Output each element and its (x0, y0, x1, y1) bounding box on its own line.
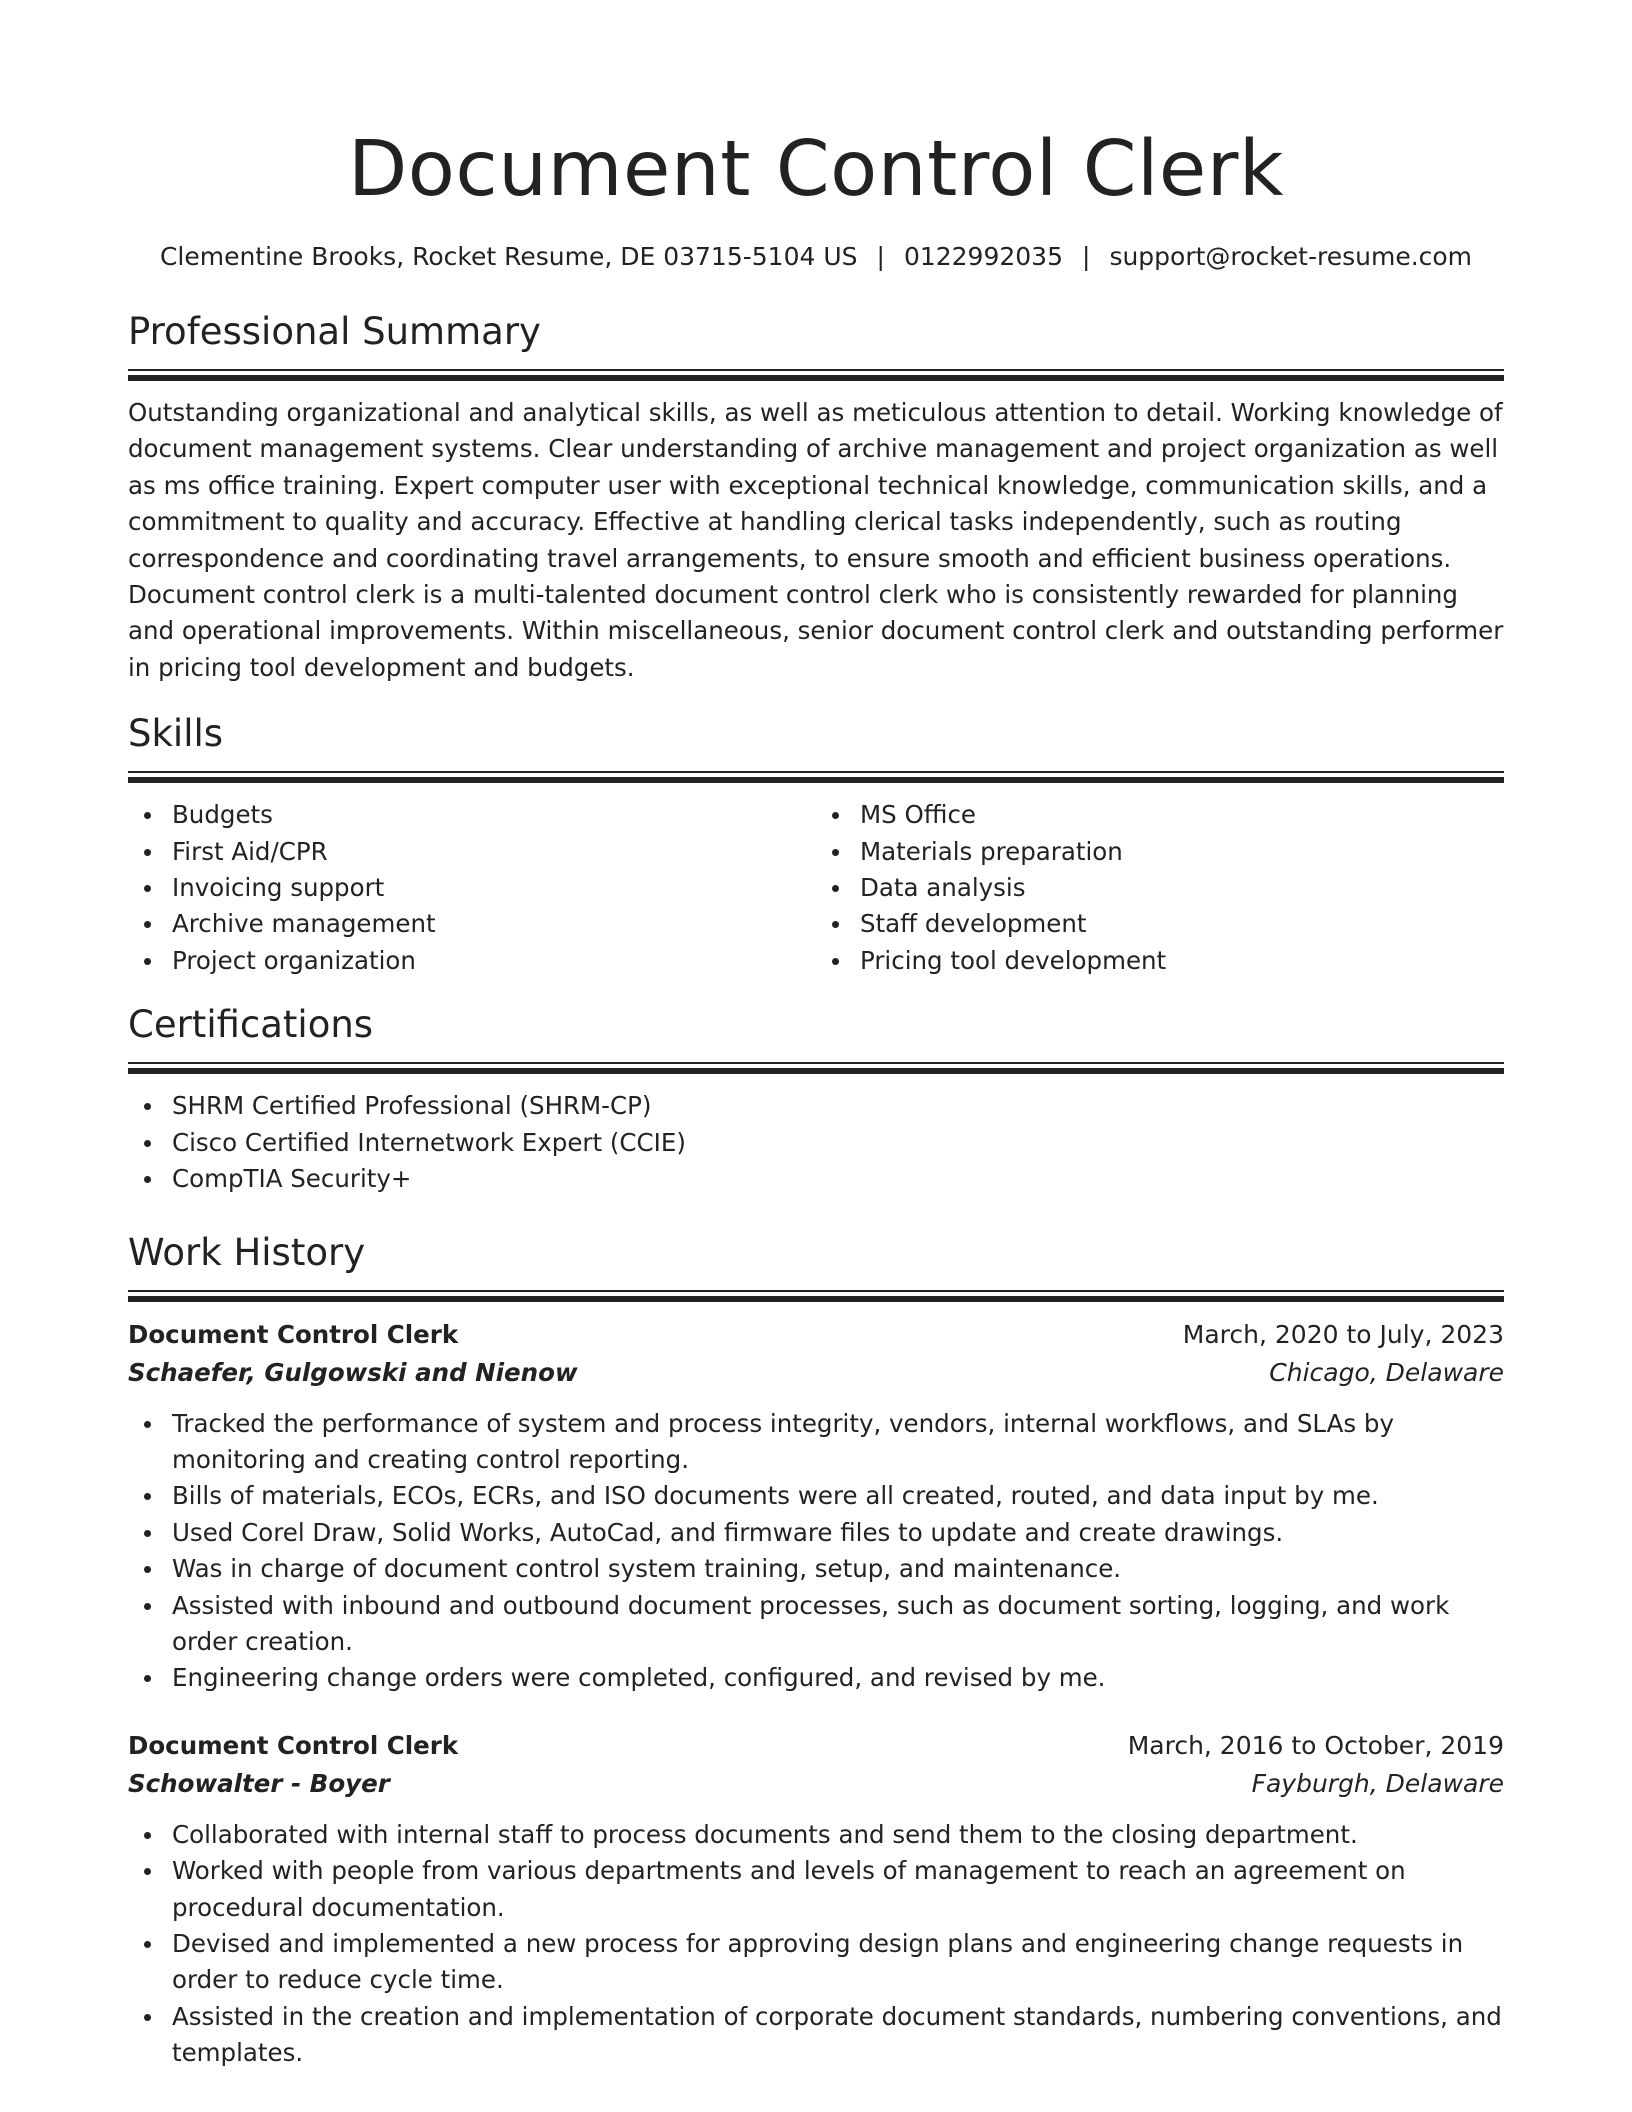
skill-item: First Aid/CPR (172, 834, 816, 870)
job-title: Document Control Clerk (128, 1319, 459, 1349)
job-entry (128, 1316, 1504, 1697)
contact-email: support@rocket-resume.com (1109, 242, 1473, 271)
skill-item: MS Office (860, 797, 1504, 833)
skill-item: Project organization (172, 943, 816, 979)
job-bullet: Assisted in the creation and implementation of corporate document standards, numbering conventions, and templates. (172, 1999, 1504, 2072)
contact-separator: | (876, 242, 885, 271)
job-bullet: Used Corel Draw, Solid Works, AutoCad, and firmware files to update and create drawings. (172, 1515, 1504, 1551)
job-bullet: Assisted with inbound and outbound document processes, such as document sorting, logging, and work order creation. (172, 1588, 1504, 1661)
certifications-section (128, 1002, 1504, 1197)
certification-item: SHRM Certified Professional (SHRM-CP) (172, 1088, 1504, 1124)
job-bullet: Devised and implemented a new process for approving design plans and engineering change requests in order to reduce cycle time. (172, 1926, 1504, 1999)
summary-text: Outstanding organizational and analytical skills, as well as meticulous attention to detail. Working knowledge of document management systems. Clear understanding of archive management and project organization as well as ms office training. Expert computer user with exceptional technical knowledge, communication skills, and a commitment to quality and accuracy. Effective at handling clerical tasks independently, such as routing correspondence and coordinating travel arrangements, to ensure smooth and efficient business operations. Document control clerk is a multi-talented document control clerk who is consistently rewarded for planning and operational improvements. Within miscellaneous, senior document control clerk and outstanding performer in pricing tool development and budgets. (128, 398, 1504, 682)
section-divider (128, 771, 1504, 783)
job-subheader (128, 1354, 1504, 1392)
certifications-heading: Certifications (128, 1003, 374, 1047)
skill-item: Archive management (172, 906, 816, 942)
section-divider (128, 369, 1504, 381)
skill-item: Budgets (172, 797, 816, 833)
certification-item: Cisco Certified Internetwork Expert (CCIE) (172, 1125, 1504, 1161)
contact-separator: | (1082, 242, 1091, 271)
work-history-heading: Work History (128, 1230, 366, 1274)
job-bullet-list (128, 1817, 1504, 2072)
job-bullet: Tracked the performance of system and process integrity, vendors, internal workflows, and SLAs by monitoring and creating control reporting. (172, 1406, 1504, 1479)
job-bullet: Engineering change orders were completed, configured, and revised by me. (172, 1660, 1504, 1696)
summary-section (128, 309, 1504, 686)
skill-item: Pricing tool development (860, 943, 1504, 979)
skills-list-left (128, 797, 816, 979)
certifications-list (128, 1088, 1504, 1197)
skill-item: Staff development (860, 906, 1504, 942)
skill-item: Data analysis (860, 870, 1504, 906)
skill-item: Materials preparation (860, 834, 1504, 870)
job-header (128, 1727, 1504, 1765)
job-location: Fayburgh, Delaware (1251, 1768, 1504, 1798)
job-bullet: Collaborated with internal staff to process documents and send them to the closing department. (172, 1817, 1504, 1853)
work-history-section (128, 1230, 1504, 2072)
contact-line (128, 240, 1504, 274)
section-divider (128, 1062, 1504, 1074)
skills-heading: Skills (128, 712, 224, 756)
resume-title: Document Control Clerk (348, 125, 1284, 214)
job-header (128, 1316, 1504, 1354)
contact-phone: 0122992035 (903, 242, 1063, 271)
job-title: Document Control Clerk (128, 1730, 459, 1760)
skill-item: Invoicing support (172, 870, 816, 906)
job-bullet: Bills of materials, ECOs, ECRs, and ISO documents were all created, routed, and data input by me. (172, 1478, 1504, 1514)
job-location: Chicago, Delaware (1269, 1357, 1504, 1387)
job-company: Schaefer, Gulgowski and Nienow (128, 1357, 578, 1387)
job-company: Schowalter - Boyer (128, 1768, 390, 1798)
job-dates: March, 2016 to October, 2019 (1127, 1730, 1504, 1760)
job-subheader (128, 1765, 1504, 1803)
job-entry (128, 1727, 1504, 2072)
contact-address: Clementine Brooks, Rocket Resume, DE 03715-5104 US (159, 242, 858, 271)
certification-item: CompTIA Security+ (172, 1161, 1504, 1197)
skills-section (128, 711, 1504, 979)
skills-columns (128, 797, 1504, 979)
job-bullet: Worked with people from various departments and levels of management to reach an agreement on procedural documentation. (172, 1853, 1504, 1926)
section-divider (128, 1290, 1504, 1302)
skills-list-right (816, 797, 1504, 979)
summary-heading: Professional Summary (128, 310, 541, 353)
job-bullet: Was in charge of document control system training, setup, and maintenance. (172, 1551, 1504, 1587)
job-bullet-list (128, 1406, 1504, 1697)
job-dates: March, 2020 to July, 2023 (1182, 1319, 1504, 1349)
